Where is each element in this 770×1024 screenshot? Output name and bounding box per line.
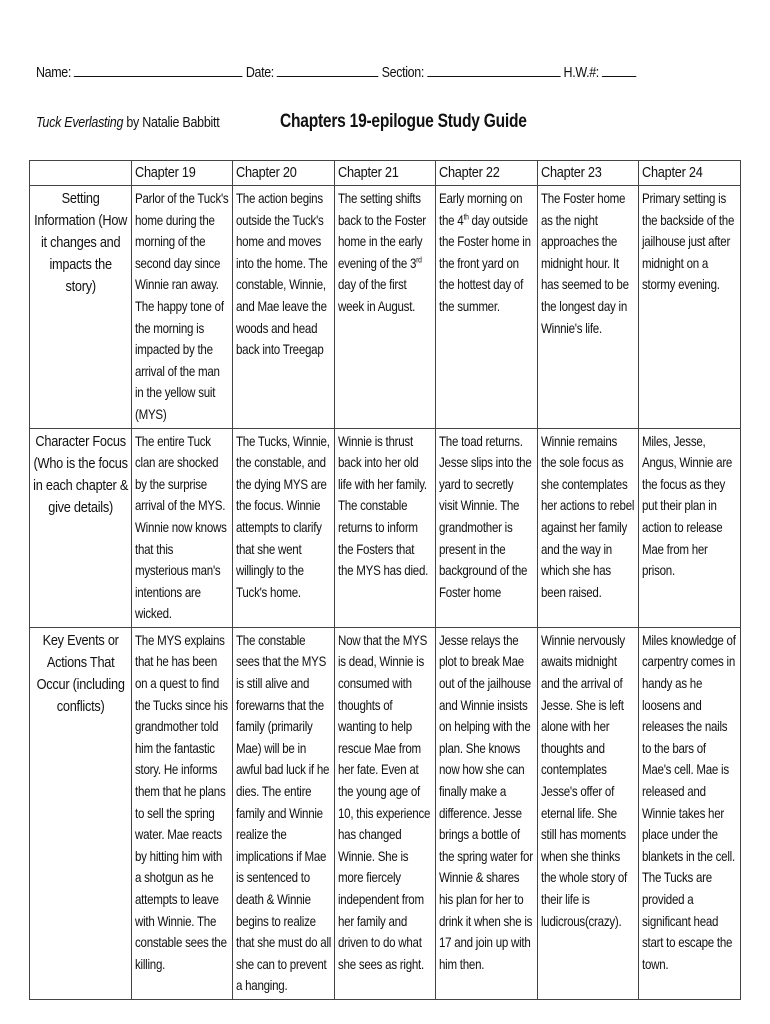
date-label: Date: bbox=[245, 65, 274, 81]
hw-label: H.W.#: bbox=[563, 65, 599, 81]
corner-cell bbox=[30, 161, 132, 186]
column-header-chapter-24: Chapter 24 bbox=[639, 161, 741, 186]
table-cell: Now that the MYS is dead, Winnie is consumed with thoughts of wanting to help rescue Mae from her fate. Even at the young age of 10, this experience has changed Winnie. She is more fiercely independent from her family and driven to do what she sees as right. bbox=[335, 627, 436, 999]
table-cell: The setting shifts back to the Foster home in the early evening of the 3rd day of the first week in August. bbox=[335, 186, 436, 429]
table-cell: The Foster home as the night approaches the midnight hour. It has seemed to be the longest day in Winnie's life. bbox=[538, 186, 639, 429]
table-row-setting bbox=[30, 186, 741, 429]
table-cell: Primary setting is the backside of the jailhouse just after midnight on a stormy evening. bbox=[639, 186, 741, 429]
table-cell: The toad returns. Jesse slips into the yard to secretly visit Winnie. The grandmother is present in the background of the Foster home bbox=[436, 428, 538, 627]
table-row-key-events bbox=[30, 627, 741, 999]
column-header-chapter-20: Chapter 20 bbox=[233, 161, 335, 186]
hw-field[interactable] bbox=[602, 64, 636, 77]
column-header-chapter-22: Chapter 22 bbox=[436, 161, 538, 186]
table-cell: The entire Tuck clan are shocked by the surprise arrival of the MYS. Winnie now knows that this mysterious man's intentions are wicked. bbox=[132, 428, 233, 627]
book-title: Tuck Everlasting bbox=[36, 115, 124, 131]
column-header-chapter-23: Chapter 23 bbox=[538, 161, 639, 186]
table-cell: The constable sees that the MYS is still alive and forewarns that the family (primarily Mae) will be in awful bad luck if he dies. The entire family and Winnie realize the implications if Mae is sentenced to death & Winnie begins to realize that she must do all she can to prevent a hanging. bbox=[233, 627, 335, 999]
column-header-chapter-21: Chapter 21 bbox=[335, 161, 436, 186]
row-header-setting: Setting Information (How it changes and impacts the story) bbox=[30, 186, 132, 429]
section-field[interactable] bbox=[427, 64, 560, 77]
book-credit bbox=[36, 115, 219, 131]
row-header-key-events: Key Events or Actions That Occur (including conflicts) bbox=[30, 627, 132, 999]
page-title: Chapters 19-epilogue Study Guide bbox=[280, 111, 527, 132]
table-cell: Miles, Jesse, Angus, Winnie are the focus as they put their plan in action to release Mae from her prison. bbox=[639, 428, 741, 627]
table-cell: The action begins outside the Tuck's home and moves into the home. The constable, Winnie, and Mae leave the woods and head back into Treegap bbox=[233, 186, 335, 429]
section-label: Section: bbox=[381, 65, 424, 81]
study-guide-table bbox=[29, 160, 741, 1000]
date-field[interactable] bbox=[277, 64, 378, 77]
column-header-row bbox=[30, 161, 741, 186]
table-cell: Jesse relays the plot to break Mae out of the jailhouse and Winnie insists on helping with the plan. She knows now how she can finally make a difference. Jesse brings a bottle of the spring water for Winnie & shares his plan for her to drink it when she is 17 and join up with him then. bbox=[436, 627, 538, 999]
table-row-character-focus bbox=[30, 428, 741, 627]
table-cell: Miles knowledge of carpentry comes in handy as he loosens and releases the nails to the bars of Mae's cell. Mae is released and Winnie takes her place under the blankets in the cell. The Tucks are provided a significant head start to escape the town. bbox=[639, 627, 741, 999]
table-cell: Winnie remains the sole focus as she contemplates her actions to rebel against her family and the way in which she has been raised. bbox=[538, 428, 639, 627]
table-cell: Parlor of the Tuck's home during the morning of the second day since Winnie ran away. The happy tone of the morning is impacted by the arrival of the man in the yellow suit (MYS) bbox=[132, 186, 233, 429]
book-author: by Natalie Babbitt bbox=[126, 115, 220, 131]
name-label: Name: bbox=[36, 65, 72, 81]
column-header-chapter-19: Chapter 19 bbox=[132, 161, 233, 186]
name-field[interactable] bbox=[74, 64, 243, 77]
table-cell: Early morning on the 4th day outside the Foster home in the front yard on the hottest day of the summer. bbox=[436, 186, 538, 429]
table-cell: Winnie is thrust back into her old life with her family. The constable returns to inform the Fosters that the MYS has died. bbox=[335, 428, 436, 627]
table-cell: The MYS explains that he has been on a quest to find the Tucks since his grandmother told him the fantastic story. He informs them that he plans to sell the spring water. Mae reacts by hitting him with a shotgun as he attempts to leave with Winnie. The constable sees the killing. bbox=[132, 627, 233, 999]
table-cell: Winnie nervously awaits midnight and the arrival of Jesse. She is left alone with her thoughts and contemplates Jesse's offer of eternal life. She still has moments when she thinks the whole story of their life is ludicrous(crazy). bbox=[538, 627, 639, 999]
student-info-line bbox=[36, 64, 638, 81]
row-header-character-focus: Character Focus (Who is the focus in each chapter & give details) bbox=[30, 428, 132, 627]
table-cell: The Tucks, Winnie, the constable, and the dying MYS are the focus. Winnie attempts to clarify that she went willingly to the Tuck's home. bbox=[233, 428, 335, 627]
